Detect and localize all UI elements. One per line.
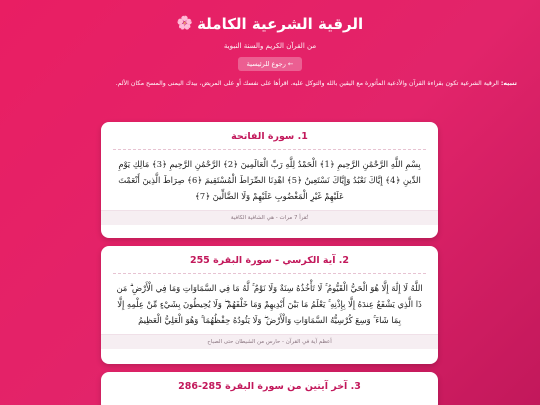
notice-body: الرقية الشرعية تكون بقراءة القرآن والأدعية المأثورة مع اليقين بالله والتوكل عليه. اقرأها على نفسك أو على المريض، بيدك اليمنى والمسح مكان الألم. xyxy=(115,80,499,87)
card-title: 2. آية الكرسي - سورة البقرة 255 xyxy=(189,255,350,266)
title-text: الرقية الشرعية الكاملة xyxy=(197,15,364,33)
card-title: 1. سورة الفاتحة xyxy=(231,131,308,142)
divider xyxy=(113,273,426,274)
page-title xyxy=(0,14,540,34)
ruqyah-card-baqarah-end xyxy=(101,372,438,405)
verse-text: بِسْمِ اللَّهِ الرَّحْمَٰنِ الرَّحِيمِ ﴿1﴾ الْحَمْدُ لِلَّهِ رَبِّ الْعَالَمِينَ ﴿2﴾ الرَّحْمَٰنِ الرَّحِيمِ ﴿3﴾ مَالِكِ يَوْمِ الدِّينِ ﴿4﴾ إِيَّاكَ نَعْبُدُ وَإِيَّاكَ نَسْتَعِينُ ﴿5﴾ اهْدِنَا الصِّرَاطَ الْمُسْتَقِيمَ ﴿6﴾ صِرَاطَ الَّذِينَ أَنْعَمْتَ عَلَيْهِمْ غَيْرِ الْمَغْضُوبِ عَلَيْهِمْ وَلَا الضَّالِّينَ ﴿7﴾ xyxy=(118,159,421,201)
header xyxy=(0,0,540,71)
back-home-button[interactable]: ← رجوع للرئيسية xyxy=(238,57,303,71)
card-title: 3. آخر آيتين من سورة البقرة 285-286 xyxy=(178,381,361,392)
card-footer: تُقرأ 7 مرات - هي الشافية الكافية xyxy=(101,210,438,225)
verse-text: اللَّهُ لَا إِلَٰهَ إِلَّا هُوَ الْحَيُّ الْقَيُّومُ ۚ لَا تَأْخُذُهُ سِنَةٌ وَلَا نَوْمٌ ۚ لَّهُ مَا فِي السَّمَاوَاتِ وَمَا فِي الْأَرْضِ ۗ مَن ذَا الَّذِي يَشْفَعُ عِندَهُ إِلَّا بِإِذْنِهِ ۚ يَعْلَمُ مَا بَيْنَ أَيْدِيهِمْ وَمَا خَلْفَهُمْ ۖ وَلَا يُحِيطُونَ بِشَيْءٍ مِّنْ عِلْمِهِ إِلَّا بِمَا شَاءَ ۚ وَسِعَ كُرْسِيُّهُ السَّمَاوَاتِ وَالْأَرْضَ ۖ وَلَا يَئُودُهُ حِفْظُهُمَا ۚ وَهُوَ الْعَلِيُّ الْعَظِيمُ xyxy=(116,283,423,325)
notice-text xyxy=(19,78,521,89)
ruqyah-card-ayat-alkursi xyxy=(101,246,438,364)
ruqyah-card-fatiha xyxy=(101,122,438,238)
flower-icon: 🌸 xyxy=(176,16,194,31)
divider xyxy=(113,149,426,150)
page-subtitle: من القرآن الكريم والسنة النبوية xyxy=(223,42,317,50)
card-footer: أعظم آية في القرآن - حارس من الشيطان حتى الصباح xyxy=(101,334,438,349)
notice-label: تنبيه: xyxy=(500,80,517,87)
